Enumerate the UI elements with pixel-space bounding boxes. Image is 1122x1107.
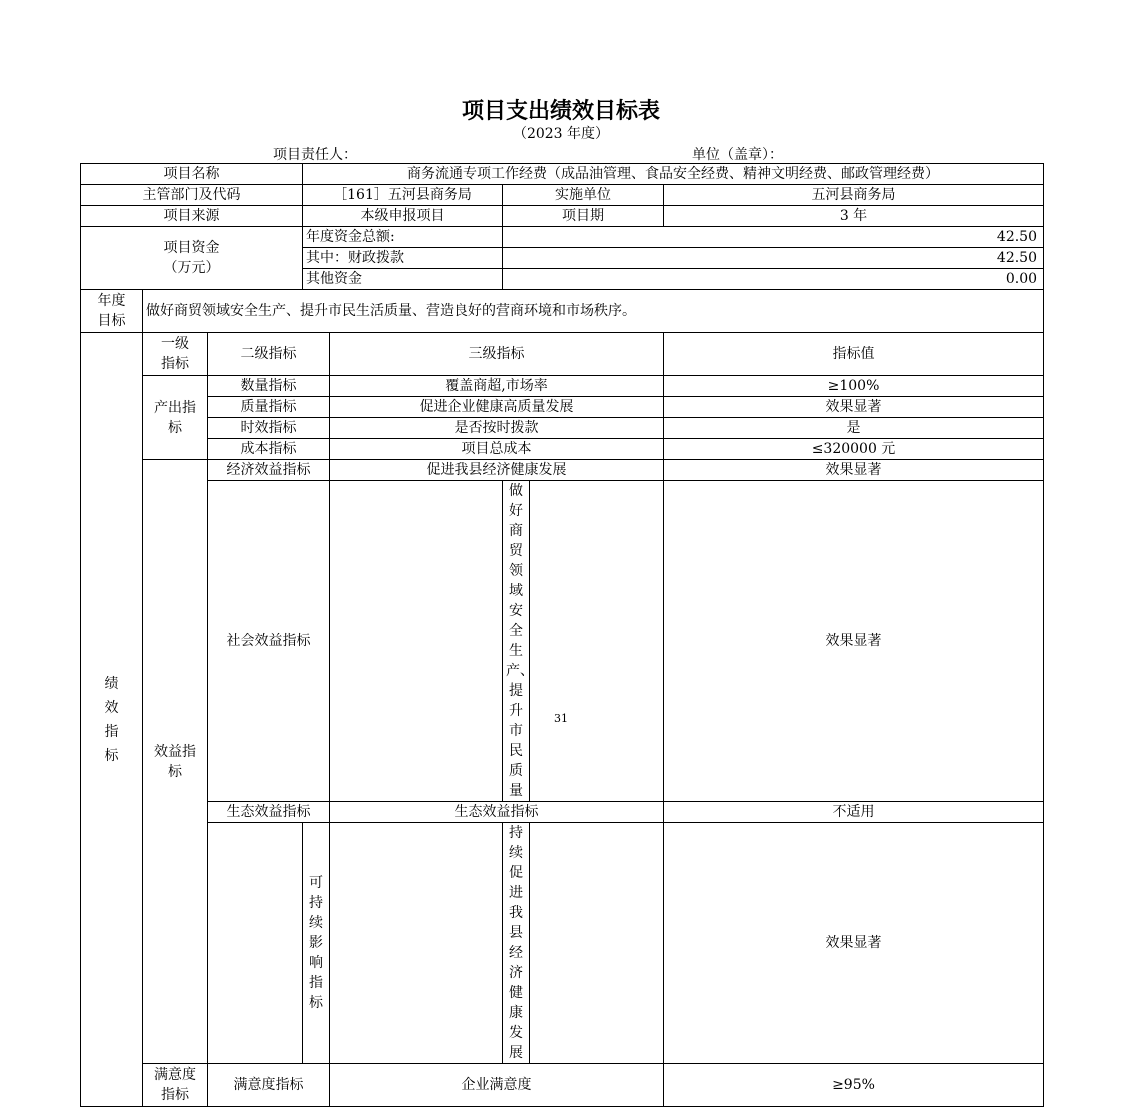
spacer-cell xyxy=(330,823,503,1064)
level3-cell: 项目总成本 xyxy=(330,439,664,460)
output-label-line1: 产出指 xyxy=(154,399,196,416)
satisfaction-label-line1: 满意度 xyxy=(154,1067,196,1083)
funds-fiscal-value: 42.50 xyxy=(503,248,1044,269)
funds-label-line2: （万元） xyxy=(163,260,220,276)
annual-goal-label-line2: 目标 xyxy=(97,313,126,329)
funds-label-line1: 项目资金 xyxy=(163,240,220,256)
table-row xyxy=(81,1064,1044,1107)
row-funds-total xyxy=(81,227,1044,248)
spacer-cell xyxy=(530,481,664,802)
period-label: 项目期 xyxy=(503,206,664,227)
performance-target-table xyxy=(80,163,1044,1107)
indicators-side-char: 绩 xyxy=(104,675,119,692)
row-source xyxy=(81,206,1044,227)
level2-cell: 可持续影响指标 xyxy=(303,823,330,1064)
funds-other-label: 其他资金 xyxy=(303,269,503,290)
value-cell: ≥95% xyxy=(664,1064,1044,1107)
benefit-label-line2: 标 xyxy=(168,763,182,780)
table-row xyxy=(81,481,1044,642)
value-cell: 效果显著 xyxy=(664,481,1044,802)
source-value: 本级申报项目 xyxy=(303,206,503,227)
indicators-side-char: 指 xyxy=(104,723,119,740)
table-row xyxy=(81,376,1044,397)
table-row xyxy=(81,460,1044,481)
annual-goal-label-line1: 年度 xyxy=(97,293,126,309)
year-subtitle: （2023 年度） xyxy=(512,126,610,142)
level2-cell: 质量指标 xyxy=(208,397,330,418)
level2-cell: 满意度指标 xyxy=(208,1064,330,1107)
funds-total-label: 年度资金总额: xyxy=(303,227,503,248)
level3-cell: 生态效益指标 xyxy=(330,802,664,823)
level3-cell: 是否按时拨款 xyxy=(330,418,664,439)
level2-cell: 时效指标 xyxy=(208,418,330,439)
row-indicator-headers xyxy=(81,333,1044,376)
funds-other-value: 0.00 xyxy=(503,269,1044,290)
impl-label: 实施单位 xyxy=(503,185,664,206)
value-cell: ≥100% xyxy=(664,376,1044,397)
funds-total-value: 42.50 xyxy=(503,227,1044,248)
funds-label xyxy=(81,227,303,290)
unit-seal-label: 单位（盖章）： xyxy=(692,147,783,163)
level3-cell: 持续促进我县经济健康发展 xyxy=(503,823,530,1064)
annual-goal-label xyxy=(81,290,143,333)
row-annual-goal xyxy=(81,290,1044,333)
table-row xyxy=(81,418,1044,439)
spacer-cell xyxy=(330,481,503,802)
header-value: 指标值 xyxy=(664,333,1044,376)
row-project-name xyxy=(81,164,1044,185)
level3-cell: 企业满意度 xyxy=(330,1064,664,1107)
level2-cell: 成本指标 xyxy=(208,439,330,460)
table-row xyxy=(81,439,1044,460)
header-level1-line1: 一级 xyxy=(161,336,189,352)
level3-cell: 促进企业健康高质量发展 xyxy=(330,397,664,418)
satisfaction-indicator-label xyxy=(143,1064,208,1107)
dept-value: ［161］五河县商务局 xyxy=(303,185,503,206)
value-cell: 是 xyxy=(664,418,1044,439)
benefit-label-line1: 效益指 xyxy=(154,743,196,760)
impl-value: 五河县商务局 xyxy=(664,185,1044,206)
source-label: 项目来源 xyxy=(81,206,303,227)
level3-cell: 做好商贸领域安全生产、提升市民质量 xyxy=(503,481,530,802)
level2-cell: 社会效益指标 xyxy=(208,481,330,802)
satisfaction-label-line2: 指标 xyxy=(161,1087,189,1103)
header-level1-line2: 指标 xyxy=(161,356,189,372)
indicators-side-char: 标 xyxy=(104,747,119,764)
dept-label: 主管部门及代码 xyxy=(81,185,303,206)
level3-cell: 覆盖商超,市场率 xyxy=(330,376,664,397)
benefit-indicator-label xyxy=(143,460,208,1064)
value-cell: ≤320000 元 xyxy=(664,439,1044,460)
period-value: 3 年 xyxy=(664,206,1044,227)
table-row xyxy=(81,823,1044,944)
value-cell: 效果显著 xyxy=(664,823,1044,1064)
funds-fiscal-label: 其中：财政拨款 xyxy=(303,248,503,269)
level2-cell: 生态效益指标 xyxy=(208,802,330,823)
table-row xyxy=(81,802,1044,823)
header-level3: 三级指标 xyxy=(330,333,664,376)
project-name-label: 项目名称 xyxy=(81,164,303,185)
project-name-value: 商务流通专项工作经费（成品油管理、食品安全经费、精神文明经费、邮政管理经费） xyxy=(303,164,1044,185)
indicators-side-char: 效 xyxy=(104,699,119,716)
responsible-person-label: 项目责任人： xyxy=(273,147,357,163)
output-indicator-label xyxy=(143,376,208,460)
level2-cell: 数量指标 xyxy=(208,376,330,397)
page-number: 31 xyxy=(554,712,568,725)
level3-cell: 促进我县经济健康发展 xyxy=(330,460,664,481)
spacer-cell xyxy=(530,823,664,1064)
header-level2: 二级指标 xyxy=(208,333,330,376)
value-cell: 效果显著 xyxy=(664,397,1044,418)
value-cell: 不适用 xyxy=(664,802,1044,823)
table-row xyxy=(81,397,1044,418)
page-title: 项目支出绩效目标表 xyxy=(461,99,660,124)
spacer-cell xyxy=(208,823,303,1064)
output-label-line2: 标 xyxy=(168,419,182,436)
header-level1 xyxy=(143,333,208,376)
value-cell: 效果显著 xyxy=(664,460,1044,481)
annual-goal-text: 做好商贸领域安全生产、提升市民生活质量、营造良好的营商环境和市场秩序。 xyxy=(143,290,1044,333)
row-department xyxy=(81,185,1044,206)
level2-cell: 经济效益指标 xyxy=(208,460,330,481)
